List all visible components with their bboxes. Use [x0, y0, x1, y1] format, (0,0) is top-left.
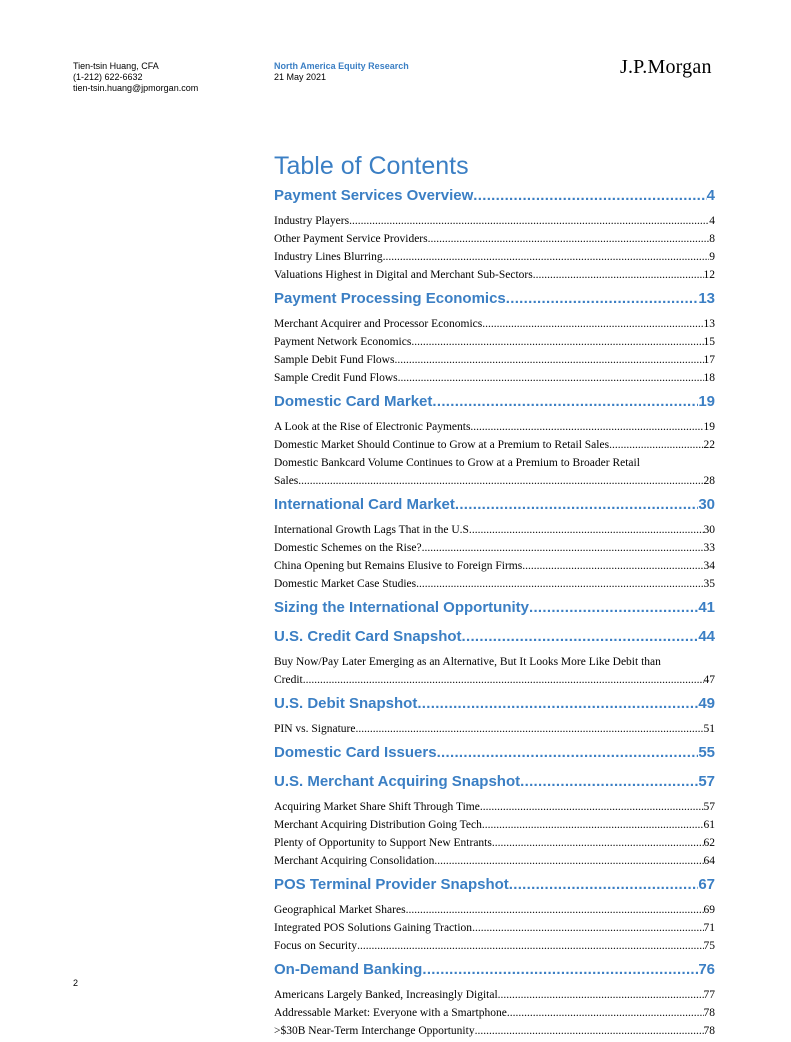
toc-section[interactable]: [274, 624, 715, 649]
toc-entry-line2-page: 47: [703, 674, 715, 686]
dot-leader: [472, 521, 704, 539]
toc-entry-page: 18: [703, 372, 715, 384]
dot-leader: [492, 834, 704, 852]
toc-entry-page: 8: [709, 233, 715, 245]
toc-section[interactable]: [274, 769, 715, 794]
toc-entry[interactable]: [274, 315, 715, 333]
research-block: [274, 61, 409, 83]
toc-section-page: 49: [698, 695, 715, 712]
dot-leader: [422, 957, 698, 982]
toc-entry-title: Geographical Market Shares: [274, 904, 406, 916]
dot-leader: [398, 369, 704, 387]
toc-entry-page: 35: [703, 578, 715, 590]
dot-leader: [434, 852, 703, 870]
toc-entry[interactable]: [274, 986, 715, 1004]
author-block: [73, 61, 198, 94]
toc-entry[interactable]: [274, 1004, 715, 1022]
toc-entry[interactable]: [274, 834, 715, 852]
toc-entry[interactable]: [274, 798, 715, 816]
dot-leader: [507, 1004, 704, 1022]
dot-leader: [482, 315, 703, 333]
toc-entry[interactable]: [274, 418, 715, 436]
dot-leader: [480, 798, 704, 816]
dot-leader: [406, 901, 704, 919]
toc-entry-line2: [274, 472, 715, 490]
dot-leader: [355, 720, 703, 738]
dot-leader: [609, 436, 703, 454]
toc-entry-title: International Growth Lags That in the U.S.: [274, 524, 472, 536]
toc-entry[interactable]: [274, 333, 715, 351]
dot-leader: [428, 230, 710, 248]
toc-section-page: 4: [706, 187, 715, 204]
toc-entry-page: 19: [703, 421, 715, 433]
toc-entry-page: 78: [703, 1025, 715, 1037]
dot-leader: [529, 595, 698, 620]
toc-entry-title: >$30B Near-Term Interchange Opportunity: [274, 1025, 475, 1037]
toc-entry-title: Payment Network Economics: [274, 336, 412, 348]
toc-entry[interactable]: [274, 521, 715, 539]
toc-section-page: 76: [698, 961, 715, 978]
toc-entry[interactable]: [274, 575, 715, 593]
dot-leader: [470, 418, 703, 436]
toc-entry-title: Other Payment Service Providers: [274, 233, 428, 245]
toc-entry-title-line1: Domestic Bankcard Volume Continues to Grow at a Premium to Broader Retail: [274, 457, 640, 469]
author-name: Tien-tsin Huang, CFA: [73, 61, 159, 71]
toc-entry-page: 69: [703, 904, 715, 916]
toc-entry[interactable]: [274, 212, 715, 230]
toc-entry-page: 13: [703, 318, 715, 330]
toc-section[interactable]: [274, 492, 715, 517]
dot-leader: [303, 671, 704, 689]
toc-entry[interactable]: [274, 816, 715, 834]
dot-leader: [437, 740, 699, 765]
toc-entry-title: Focus on Security: [274, 940, 358, 952]
table-of-contents: [274, 183, 715, 1042]
toc-entry-page: 77: [703, 989, 715, 1001]
toc-section-page: 67: [698, 876, 715, 893]
toc-entry-title: China Opening but Remains Elusive to Foreign Firms: [274, 560, 523, 572]
toc-entry[interactable]: [274, 436, 715, 454]
toc-entry[interactable]: [274, 539, 715, 557]
toc-section-page: 41: [698, 599, 715, 616]
toc-entry-page: 64: [703, 855, 715, 867]
department-label: North America Equity Research: [274, 61, 409, 71]
toc-section-page: 19: [698, 393, 715, 410]
toc-entry[interactable]: [274, 230, 715, 248]
dot-leader: [422, 539, 704, 557]
toc-entry-page: 30: [703, 524, 715, 536]
toc-entry-title: Addressable Market: Everyone with a Smartphone: [274, 1007, 507, 1019]
toc-entry-page: 34: [703, 560, 715, 572]
toc-section-page: 44: [698, 628, 715, 645]
dot-leader: [417, 691, 698, 716]
toc-entry-title: Merchant Acquiring Distribution Going Tech: [274, 819, 482, 831]
toc-entry-page: 51: [703, 723, 715, 735]
toc-entry-page: 78: [703, 1007, 715, 1019]
toc-entry[interactable]: [274, 351, 715, 369]
toc-entry[interactable]: [274, 653, 715, 689]
toc-section-title: Payment Services Overview: [274, 187, 474, 204]
toc-section-title: POS Terminal Provider Snapshot: [274, 876, 509, 893]
toc-entry-title: Acquiring Market Share Shift Through Time: [274, 801, 480, 813]
toc-entry-title: Industry Players: [274, 215, 350, 227]
toc-entry-page: 71: [703, 922, 715, 934]
page-number: 2: [73, 978, 79, 988]
toc-title: Table of Contents: [274, 152, 469, 180]
toc-entry-title: Domestic Market Case Studies: [274, 578, 417, 590]
dot-leader: [522, 557, 703, 575]
dot-leader: [509, 872, 699, 897]
toc-entry-page: 12: [703, 269, 715, 281]
toc-section-title: U.S. Merchant Acquiring Snapshot: [274, 773, 521, 790]
toc-section[interactable]: [274, 286, 715, 311]
toc-entry-line2: [274, 671, 715, 689]
dot-leader: [455, 492, 698, 517]
dot-leader: [432, 389, 698, 414]
toc-entry[interactable]: [274, 901, 715, 919]
toc-section-title: International Card Market: [274, 496, 455, 513]
toc-entry-page: 15: [703, 336, 715, 348]
dot-leader: [482, 816, 704, 834]
dot-leader: [349, 212, 709, 230]
toc-entry-title: PIN vs. Signature: [274, 723, 356, 735]
toc-entry[interactable]: [274, 369, 715, 387]
toc-section[interactable]: [274, 691, 715, 716]
dot-leader: [520, 769, 698, 794]
toc-entry[interactable]: [274, 919, 715, 937]
dot-leader: [383, 248, 710, 266]
toc-entry-page: 75: [703, 940, 715, 952]
toc-entry-line2-title: Credit: [274, 674, 303, 686]
toc-entry-title: Domestic Schemes on the Rise?: [274, 542, 422, 554]
report-date: 21 May 2021: [274, 72, 327, 82]
toc-entry-page: 61: [703, 819, 715, 831]
toc-section-title: Sizing the International Opportunity: [274, 599, 529, 616]
dot-leader: [533, 266, 704, 284]
toc-entry-title: Integrated POS Solutions Gaining Traction: [274, 922, 473, 934]
toc-entry-page: 62: [703, 837, 715, 849]
toc-entry-title: Domestic Market Should Continue to Grow at a Premium to Retail Sales: [274, 439, 610, 451]
toc-entry-page: 9: [709, 251, 715, 263]
toc-entry-page: 33: [703, 542, 715, 554]
toc-section-title: On-Demand Banking: [274, 961, 423, 978]
toc-entry[interactable]: [274, 852, 715, 870]
dot-leader: [394, 351, 703, 369]
toc-section[interactable]: [274, 957, 715, 982]
dot-leader: [462, 624, 699, 649]
toc-entry-title: Valuations Highest in Digital and Merchant Sub-Sectors: [274, 269, 533, 281]
toc-entry[interactable]: [274, 266, 715, 284]
toc-entry-title: Plenty of Opportunity to Support New Entrants: [274, 837, 492, 849]
author-phone: (1-212) 622-6632: [73, 72, 143, 82]
author-email[interactable]: tien-tsin.huang@jpmorgan.com: [73, 83, 199, 93]
toc-section-title: U.S. Debit Snapshot: [274, 695, 418, 712]
toc-entry[interactable]: [274, 248, 715, 266]
toc-entry-title: A Look at the Rise of Electronic Payments: [274, 421, 471, 433]
toc-entry-page: 22: [703, 439, 715, 451]
toc-section-title: U.S. Credit Card Snapshot: [274, 628, 462, 645]
toc-section[interactable]: [274, 389, 715, 414]
toc-entry-page: 57: [703, 801, 715, 813]
toc-entry-page: 4: [709, 215, 715, 227]
toc-entry-title: Merchant Acquiring Consolidation: [274, 855, 435, 867]
dot-leader: [498, 986, 704, 1004]
dot-leader: [357, 937, 703, 955]
toc-entry[interactable]: [274, 1022, 715, 1040]
dot-leader: [475, 1022, 704, 1040]
toc-section-page: 30: [698, 496, 715, 513]
toc-section-title: Domestic Card Market: [274, 393, 433, 410]
dot-leader: [506, 286, 699, 311]
toc-entry-title: Americans Largely Banked, Increasingly Digital: [274, 989, 498, 1001]
toc-section[interactable]: [274, 183, 715, 208]
toc-section-title: Domestic Card Issuers: [274, 744, 437, 761]
toc-entry-title-line1: Buy Now/Pay Later Emerging as an Alternative, But It Looks More Like Debit than: [274, 656, 661, 668]
toc-section[interactable]: [274, 872, 715, 897]
toc-entry-title: Industry Lines Blurring: [274, 251, 383, 263]
toc-section[interactable]: [274, 740, 715, 765]
toc-entry-title: Sample Debit Fund Flows: [274, 354, 395, 366]
toc-entry[interactable]: [274, 720, 715, 738]
toc-entry-line2-page: 28: [703, 475, 715, 487]
toc-entry[interactable]: [274, 557, 715, 575]
toc-section[interactable]: [274, 595, 715, 620]
toc-entry-page: 17: [703, 354, 715, 366]
toc-section-page: 13: [698, 290, 715, 307]
dot-leader: [473, 183, 706, 208]
toc-section-title: Payment Processing Economics: [274, 290, 506, 307]
toc-entry[interactable]: [274, 937, 715, 955]
dot-leader: [416, 575, 703, 593]
jpmorgan-logo: J.P.Morgan: [620, 56, 712, 78]
toc-entry[interactable]: [274, 454, 715, 490]
dot-leader: [298, 472, 703, 490]
toc-section-page: 55: [698, 744, 715, 761]
toc-section-page: 57: [698, 773, 715, 790]
toc-entry-line2-title: Sales: [274, 475, 299, 487]
dot-leader: [472, 919, 703, 937]
toc-entry-title: Sample Credit Fund Flows: [274, 372, 398, 384]
toc-entry-title: Merchant Acquirer and Processor Economics: [274, 318, 483, 330]
dot-leader: [411, 333, 703, 351]
